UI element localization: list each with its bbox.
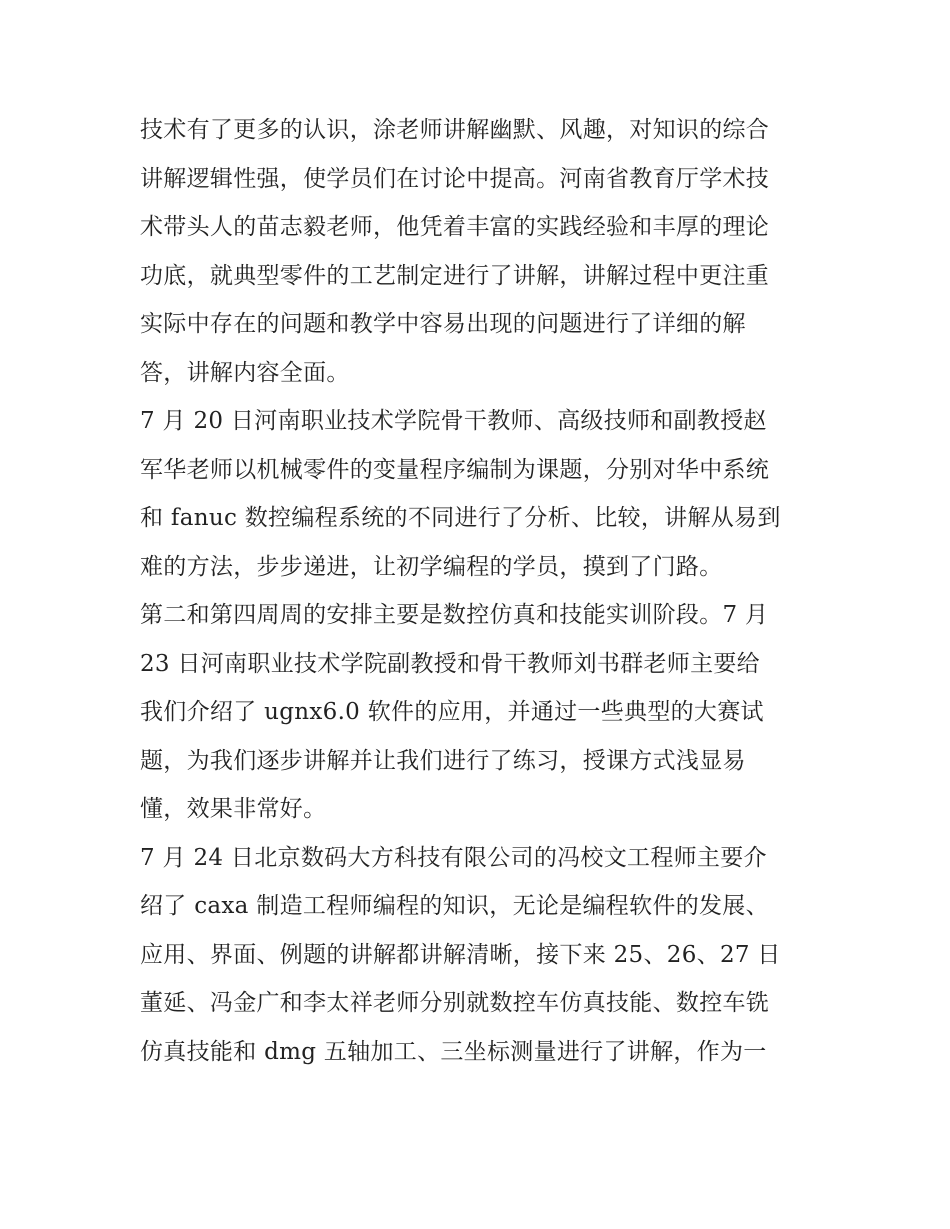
text-line: 技术有了更多的认识，涂老师讲解幽默、风趣，对知识的综合 bbox=[140, 117, 770, 143]
text-line: 7 月 24 日北京数码大方科技有限公司的冯校文工程师主要介 bbox=[140, 844, 767, 871]
text-line: 仿真技能和 dmg 五轴加工、三坐标测量进行了讲解，作为一 bbox=[140, 1038, 767, 1065]
text-line: 董延、冯金广和李太祥老师分别就数控车仿真技能、数控车铣 bbox=[140, 990, 770, 1016]
text-line: 7 月 20 日河南职业技术学院骨干教师、高级技师和副教授赵 bbox=[140, 408, 767, 434]
text-line: 功底，就典型零件的工艺制定进行了讲解，讲解过程中更注重 bbox=[140, 262, 770, 289]
text-line: 难的方法，步步递进，让初学编程的学员，摸到了门路。 bbox=[140, 553, 723, 580]
text-line: 军华老师以机械零件的变量程序编制为课题，分别对华中系统 bbox=[140, 456, 770, 483]
text-line: 和 fanuc 数控编程系统的不同进行了分析、比较，讲解从易到 bbox=[140, 505, 781, 531]
text-line: 绍了 caxa 制造工程师编程的知识，无论是编程软件的发展、 bbox=[140, 893, 769, 919]
text-line: 实际中存在的问题和教学中容易出现的问题进行了详细的解 bbox=[140, 311, 746, 337]
text-line: 第二和第四周周的安排主要是数控仿真和技能实训阶段。7 月 bbox=[140, 602, 769, 628]
text-line: 讲解逻辑性强，使学员们在讨论中提高。河南省教育厅学术技 bbox=[140, 165, 770, 192]
text-line: 23 日河南职业技术学院副教授和骨干教师刘书群老师主要给 bbox=[140, 650, 760, 677]
text-line: 答，讲解内容全面。 bbox=[140, 359, 350, 386]
text-line: 懂，效果非常好。 bbox=[140, 796, 327, 822]
text-line: 我们介绍了 ugnx6.0 软件的应用，并通过一些典型的大赛试 bbox=[140, 699, 764, 725]
text-line: 题，为我们逐步讲解并让我们进行了练习，授课方式浅显易 bbox=[140, 747, 746, 774]
document-body bbox=[140, 106, 820, 1076]
text-line: 术带头人的苗志毅老师，他凭着丰富的实践经验和丰厚的理论 bbox=[140, 214, 770, 240]
text-line: 应用、界面、例题的讲解都讲解清晰，接下来 25、26、27 日 bbox=[140, 941, 781, 968]
